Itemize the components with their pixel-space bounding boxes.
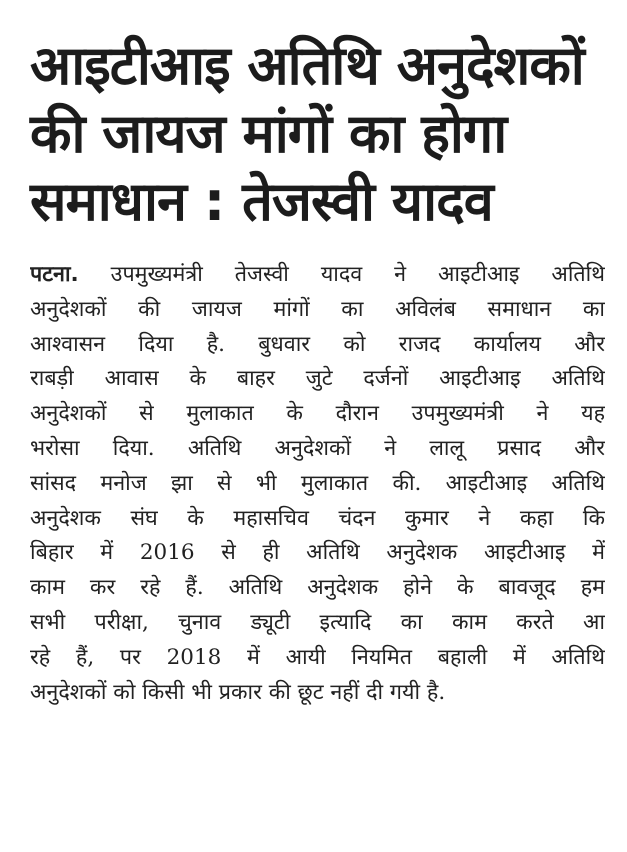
body-line: अनुदेशक संघ के महासचिव चंदन कुमार ने कहा कि <box>30 505 605 531</box>
headline-line: की जायज मांगों का होगा <box>30 102 507 165</box>
dateline: पटना. <box>30 262 79 287</box>
body-line: अनुदेशकों से मुलाकात के दौरान उपमुख्यमंत्री ने यह <box>30 401 605 427</box>
headline <box>30 32 605 236</box>
body-line: सांसद मनोज झा से भी मुलाकात की. आइटीआइ अतिथि <box>30 470 605 496</box>
body-line-first <box>30 258 605 293</box>
body-line: सभी परीक्षा, चुनाव ड्यूटी इत्यादि का काम करते आ <box>30 609 605 635</box>
body-line: काम कर रहे हैं. अतिथि अनुदेशक होने के बावजूद हम <box>30 575 605 601</box>
body-line-text: उपमुख्यमंत्री तेजस्वी यादव ने आइटीआइ अतिथि <box>110 262 605 287</box>
body-line: राबड़ी आवास के बाहर जुटे दर्जनों आइटीआइ अतिथि <box>30 366 605 392</box>
body-line: रहे हैं, पर 2018 में आयी नियमित बहाली में अतिथि <box>30 644 605 670</box>
body-line: बिहार में 2016 से ही अतिथि अनुदेशक आइटीआइ में <box>30 540 605 566</box>
body-line: भरोसा दिया. अतिथि अनुदेशकों ने लालू प्रसाद और <box>30 435 605 461</box>
headline-line: समाधान : तेजस्वी यादव <box>30 170 493 233</box>
body-line: आश्वासन दिया है. बुधवार को राजद कार्यालय और <box>30 331 605 357</box>
body-line: अनुदेशकों की जायज मांगों का अविलंब समाधान का <box>30 296 605 322</box>
article-body <box>30 258 605 710</box>
headline-line: आइटीआइ अतिथि अनुदेशकों <box>30 34 584 97</box>
body-line: अनुदेशकों को किसी भी प्रकार की छूट नहीं दी गयी है. <box>30 679 446 705</box>
